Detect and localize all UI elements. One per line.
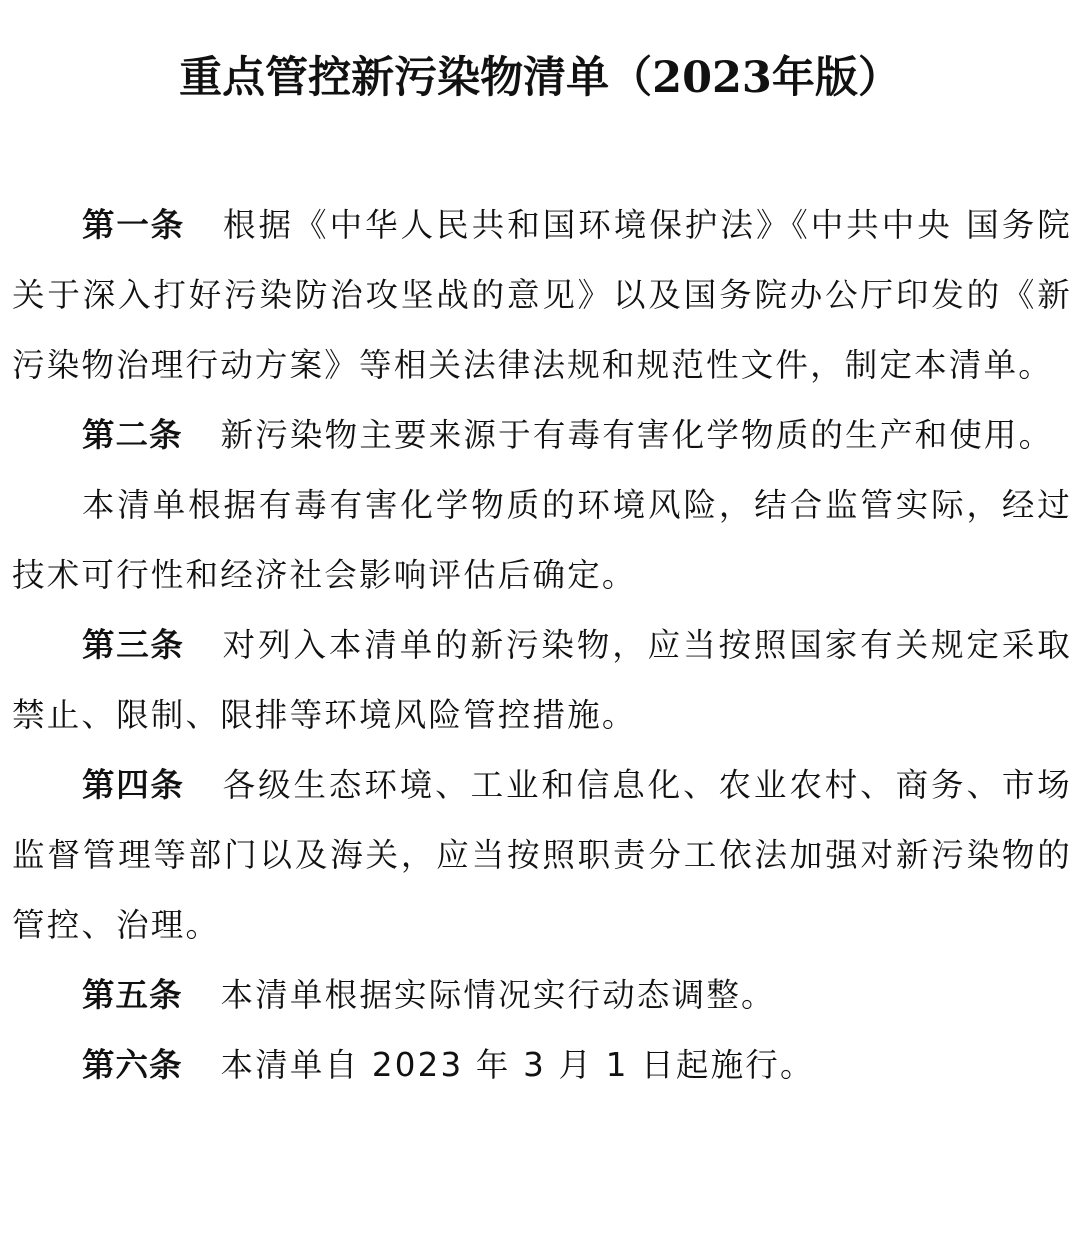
article-text: 对列入本清单的新污染物，应当按照国家有关规定采取禁止、限制、限排等环境风险管控措施。 [12,626,1072,734]
article-text: 本清单根据实际情况实行动态调整。 [220,976,776,1014]
article-label: 第四条 [82,766,185,804]
article-label: 第一条 [82,206,185,244]
article-text: 各级生态环境、工业和信息化、农业农村、商务、市场监督管理等部门以及海关，应当按照职责分工依法加强对新污染物的管控、治理。 [12,766,1072,944]
article-label: 第三条 [82,626,185,664]
article-3 [12,610,1072,750]
article-5 [12,960,1072,1030]
article-body [12,190,1072,1100]
page-title: 重点管控新污染物清单（2023年版） [179,53,901,103]
article-2-continued [12,470,1072,610]
article-text: 本清单根据有毒有害化学物质的环境风险，结合监管实际，经过技术可行性和经济社会影响评估后确定。 [12,486,1072,594]
article-1 [12,190,1072,400]
article-2 [12,400,1072,470]
article-label: 第五条 [82,976,183,1014]
article-4 [12,750,1072,960]
article-text: 根据《中华人民共和国环境保护法》《中共中央 国务院关于深入打好污染防治攻坚战的意见》以及国务院办公厅印发的《新污染物治理行动方案》等相关法律法规和规范性文件，制定本清单。 [12,206,1072,384]
article-label: 第六条 [82,1046,183,1084]
article-text: 新污染物主要来源于有毒有害化学物质的生产和使用。 [220,416,1054,454]
article-text: 本清单自 2023 年 3 月 1 日起施行。 [220,1046,815,1084]
article-label: 第二条 [82,416,183,454]
article-6 [12,1030,1072,1100]
